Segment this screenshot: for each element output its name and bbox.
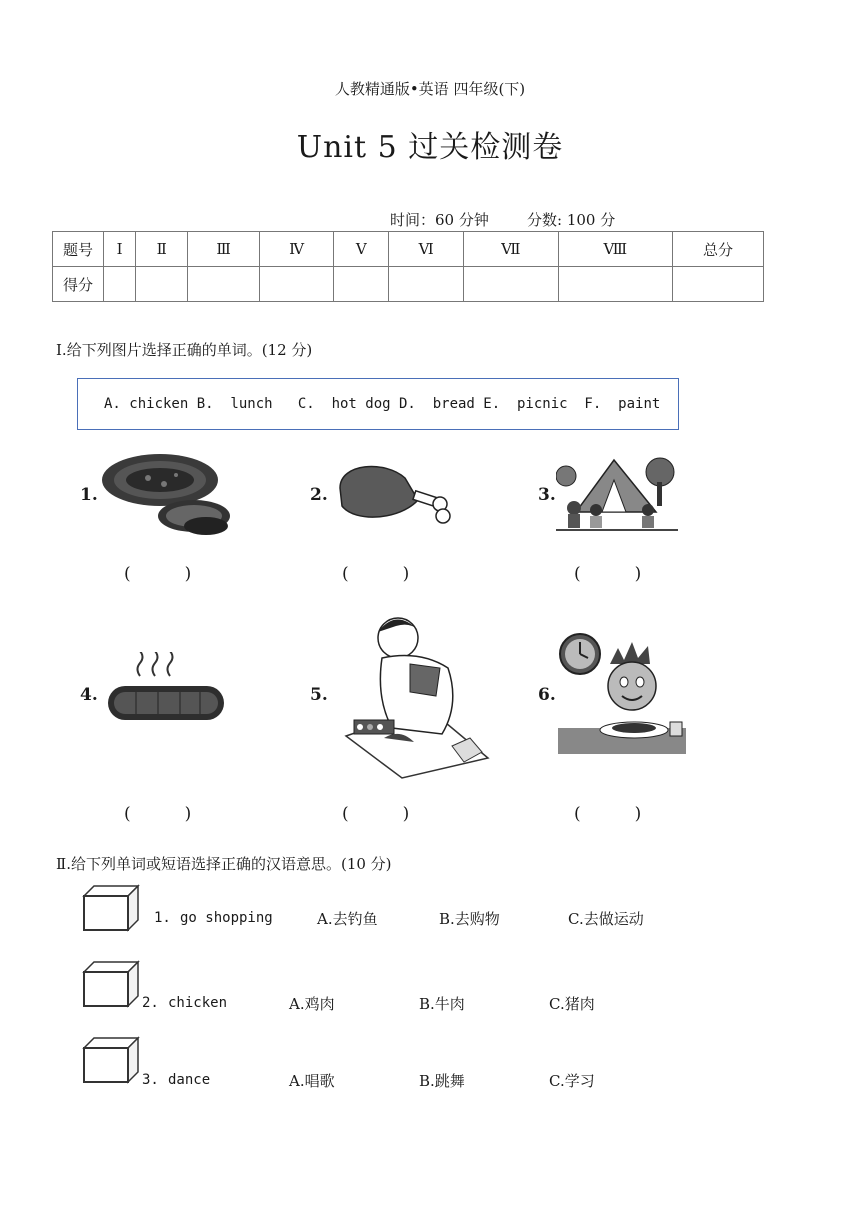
answer-blank[interactable]: ( )	[124, 804, 192, 824]
picnic-scene-icon	[556, 452, 678, 536]
score-cell[interactable]	[104, 267, 136, 302]
item-number: 5.	[310, 685, 328, 705]
score-cell[interactable]	[389, 267, 464, 302]
answer-box-icon[interactable]	[82, 884, 140, 932]
table-cell: Ⅰ	[104, 232, 136, 267]
time-label: 时间：60 分钟	[390, 211, 489, 229]
answer-box-icon[interactable]	[82, 960, 140, 1008]
boy-eating-lunch-icon	[558, 630, 686, 754]
option-a[interactable]: A.唱歌	[289, 1072, 335, 1090]
score-cell[interactable]	[464, 267, 559, 302]
table-cell: Ⅶ	[464, 232, 559, 267]
section2-instruction: Ⅱ.给下列单词或短语选择正确的汉语意思。(10 分)	[56, 855, 392, 873]
table-cell: 题号	[53, 232, 104, 267]
series-label: 人教精通版•英语 四年级(下)	[334, 80, 526, 98]
answer-blank[interactable]: ( )	[342, 804, 410, 824]
option-a[interactable]: A.鸡肉	[289, 995, 335, 1013]
score-table-header-row	[53, 232, 764, 267]
table-cell: Ⅲ	[188, 232, 260, 267]
table-cell: Ⅴ	[334, 232, 389, 267]
page-title: Unit 5 过关检测卷	[296, 130, 564, 165]
item-number: 2.	[310, 485, 328, 505]
score-cell[interactable]	[188, 267, 260, 302]
item-number: 1.	[80, 485, 98, 505]
option-a[interactable]: A.去钓鱼	[317, 910, 378, 928]
option-c[interactable]: C.学习	[549, 1072, 595, 1090]
item-number: 6.	[538, 685, 556, 705]
answer-blank[interactable]: ( )	[574, 564, 642, 584]
item-number: 4.	[80, 685, 98, 705]
question-word: go shopping	[180, 910, 273, 926]
score-cell[interactable]	[334, 267, 389, 302]
word-bank-box: A. chicken B. lunch C. hot dog D. bread E. picnic F. paint	[77, 378, 679, 430]
question-word: dance	[168, 1072, 211, 1088]
score-label: 分数: 100 分	[527, 211, 616, 229]
answer-blank[interactable]: ( )	[342, 564, 410, 584]
question-word: chicken	[168, 995, 228, 1011]
time-score-line	[390, 209, 615, 230]
answer-blank[interactable]: ( )	[124, 564, 192, 584]
question-row	[154, 908, 171, 926]
score-cell[interactable]	[136, 267, 188, 302]
item-number: 3.	[538, 485, 556, 505]
item-number: 2.	[142, 995, 159, 1011]
boy-painting-icon	[332, 608, 490, 780]
hot-dog-icon	[100, 652, 230, 732]
score-cell[interactable]	[673, 267, 764, 302]
option-b[interactable]: B.去购物	[439, 910, 500, 928]
table-cell: Ⅱ	[136, 232, 188, 267]
option-b[interactable]: B.跳舞	[419, 1072, 465, 1090]
section1-instruction: Ⅰ.给下列图片选择正确的单词。(12 分)	[56, 341, 313, 359]
score-table-score-row	[53, 267, 764, 302]
table-cell: Ⅵ	[389, 232, 464, 267]
option-c[interactable]: C.猪肉	[549, 995, 595, 1013]
table-cell: Ⅷ	[558, 232, 672, 267]
score-cell[interactable]	[260, 267, 334, 302]
item-number: 1.	[154, 910, 171, 926]
score-table	[52, 231, 764, 302]
item-number: 3.	[142, 1072, 159, 1088]
score-cell[interactable]	[558, 267, 672, 302]
table-cell: 总分	[673, 232, 764, 267]
table-cell: 得分	[53, 267, 104, 302]
option-b[interactable]: B.牛肉	[419, 995, 465, 1013]
answer-blank[interactable]: ( )	[574, 804, 642, 824]
answer-box-icon[interactable]	[82, 1036, 140, 1084]
bread-loaf-icon	[98, 450, 232, 542]
chicken-leg-icon	[330, 458, 460, 532]
table-cell: Ⅳ	[260, 232, 334, 267]
option-c[interactable]: C.去做运动	[568, 910, 644, 928]
